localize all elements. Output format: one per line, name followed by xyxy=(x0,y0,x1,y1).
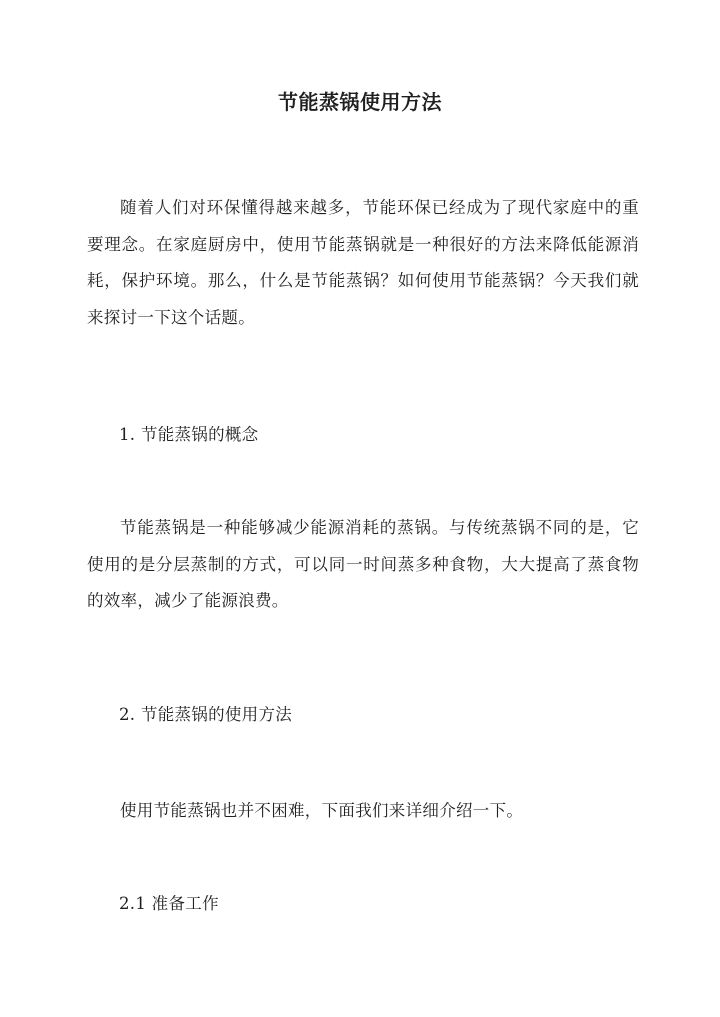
section-1-heading: 1. 节能蒸锅的概念 xyxy=(119,425,259,444)
section-2-intro-paragraph: 使用节能蒸锅也并不困难，下面我们来详细介绍一下。 xyxy=(120,801,524,820)
intro-paragraph: 随着人们对环保懂得越来越多，节能环保已经成为了现代家庭中的重要理念。在家庭厨房中，使用节能蒸锅就是一种很好的方法来降低能源消耗，保护环境。那么，什么是节能蒸锅？如何使用节能蒸锅？今天我们就来探讨一下这个话题。 xyxy=(87,198,639,327)
section-1-paragraph: 节能蒸锅是一种能够减少能源消耗的蒸锅。与传统蒸锅不同的是，它使用的是分层蒸制的方式，可以同一时间蒸多种食物，大大提高了蒸食物的效率，减少了能源浪费。 xyxy=(87,518,639,610)
section-2-1-heading: 2.1 准备工作 xyxy=(119,894,219,913)
section-2-heading: 2. 节能蒸锅的使用方法 xyxy=(119,705,293,724)
document-title: 节能蒸锅使用方法 xyxy=(278,90,442,114)
